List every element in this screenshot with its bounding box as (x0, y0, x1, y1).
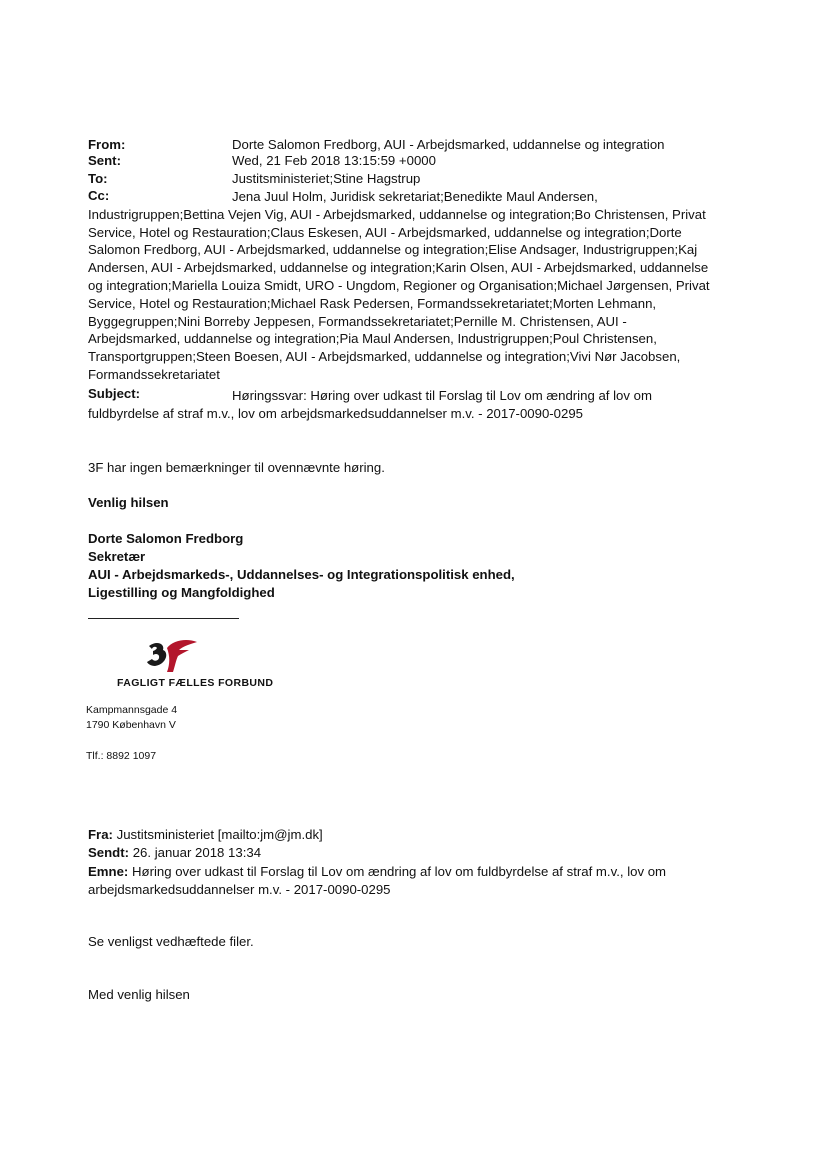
greeting-text: Venlig hilsen (88, 495, 169, 510)
cc-line: Arbejdsmarked, uddannelse og integration;Pia Maul Andersen, Industrigruppen;Poul Christensen, (88, 331, 657, 347)
logo-wordmark: FAGLIGT FÆLLES FORBUND (117, 677, 274, 689)
cc-line: Byggegruppen;Nini Borreby Jeppesen, Formandssekretariatet;Pernille M. Christensen, AUI - (88, 313, 627, 329)
cc-line: Transportgruppen;Steen Boesen, AUI - Arbejdsmarked, uddannelse og integration;Vivi Nør Jacobsen, (88, 349, 681, 365)
cc-line: Andersen, AUI - Arbejdsmarked, uddannelse og integration;Karin Olsen, AUI - Arbejdsmarked, uddannelse (88, 260, 709, 276)
3f-logo-icon (143, 638, 199, 674)
forward-subject-label: Emne: (88, 864, 129, 879)
forward-subject (88, 863, 666, 881)
sent-label: Sent: (88, 153, 121, 168)
subject-line: fuldbyrdelse af straf m.v., lov om arbejdsmarkedsuddannelser m.v. - 2017-0090-0295 (88, 406, 584, 421)
signature-name: Dorte Salomon Fredborg (88, 531, 244, 546)
cc-line: Industrigruppen;Bettina Vejen Vig, AUI - Arbejdsmarked, uddannelse og integration;Bo Christensen, Privat (88, 206, 706, 222)
address-line: Kampmannsgade 4 (86, 704, 178, 716)
forward-message: Se venligst vedhæftede filer. (88, 934, 254, 949)
signature-title: Sekretær (88, 549, 146, 564)
forward-subject-continuation: arbejdsmarkedsuddannelser m.v. - 2017-0090-0295 (88, 882, 391, 897)
cc-line: Service, Hotel og Restauration;Claus Eskesen, AUI - Arbejdsmarked, uddannelse og integration;Dorte (88, 224, 682, 240)
forward-sent (88, 844, 261, 862)
sent-value: Wed, 21 Feb 2018 13:15:59 +0000 (232, 153, 436, 168)
cc-line: Service, Hotel og Restauration;Michael Rask Pedersen, Formandssekretariatet;Morten Lehmann, (88, 295, 657, 311)
cc-list (88, 188, 728, 384)
subject-line: Høringssvar: Høring over udkast til Forslag til Lov om ændring af lov om (232, 388, 652, 403)
cc-line: Salomon Fredborg, AUI - Arbejdsmarked, uddannelse og integration;Elise Andsager, Industrigruppen;Kaj (88, 242, 698, 258)
from-label: From: (88, 137, 126, 152)
subject-label: Subject: (88, 386, 141, 401)
forward-from-value: Justitsministeriet [mailto:jm@jm.dk] (116, 827, 323, 842)
signature-department: AUI - Arbejdsmarkeds-, Uddannelses- og Integrationspolitisk enhed, (88, 567, 515, 582)
to-value: Justitsministeriet;Stine Hagstrup (232, 171, 421, 186)
signature-divider (88, 618, 239, 619)
forward-subject-value: Høring over udkast til Forslag til Lov om ændring af lov om fuldbyrdelse af straf m.v., lov om (131, 864, 667, 879)
forward-sent-label: Sendt: (88, 845, 130, 860)
to-label: To: (88, 171, 108, 186)
cc-line: og integration;Mariella Louiza Smidt, URO - Ungdom, Regioner og Organisation;Michael Jørgensen, Privat (88, 277, 710, 293)
cc-line: Jena Juul Holm, Juridisk sekretariat;Benedikte Maul Andersen, (232, 189, 598, 204)
forward-sent-value: 26. januar 2018 13:34 (132, 845, 262, 860)
cc-line: Formandssekretariatet (88, 366, 220, 382)
address-line: 1790 København V (86, 719, 176, 731)
forward-from-label: Fra: (88, 827, 113, 842)
phone-number: Tlf.: 8892 1097 (86, 750, 157, 762)
cc-label: Cc: (88, 188, 110, 203)
message-text: 3F har ingen bemærkninger til ovennævnte høring. (88, 460, 385, 475)
from-value: Dorte Salomon Fredborg, AUI - Arbejdsmarked, uddannelse og integration (232, 137, 665, 152)
forward-from (88, 826, 323, 844)
signature-department: Ligestilling og Mangfoldighed (88, 585, 275, 600)
forward-closing: Med venlig hilsen (88, 987, 190, 1002)
